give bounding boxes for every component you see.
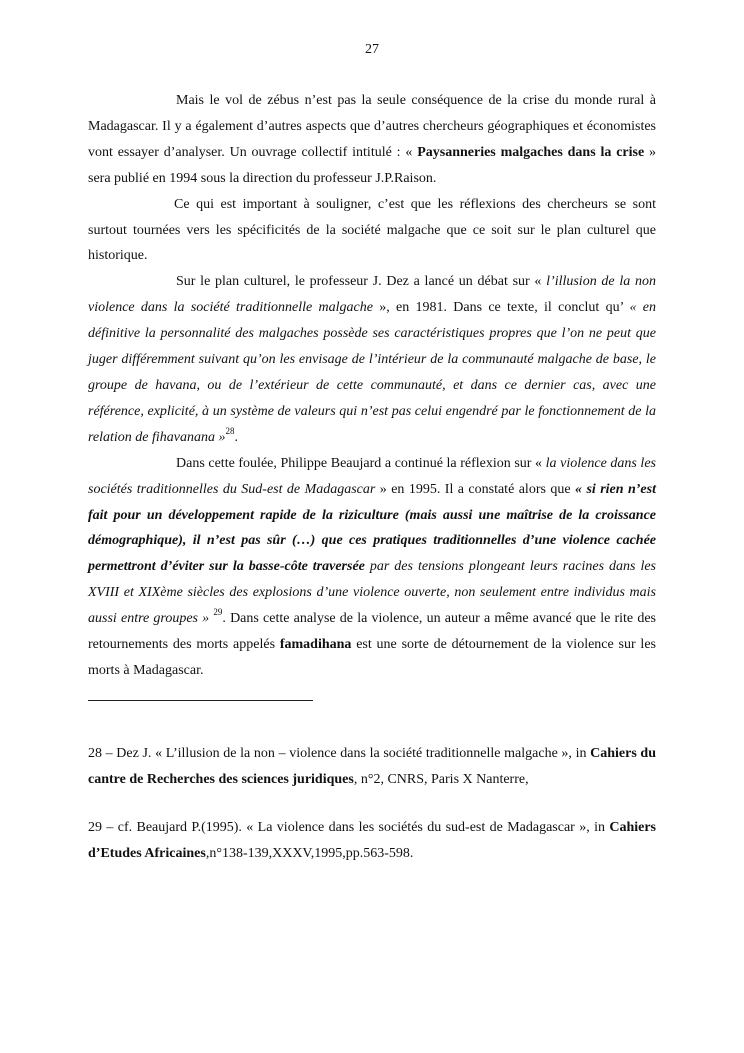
emphasized-quotation: « si rien n’est fait pour un développement rapide de la riziculture (mais aussi une maîtrise de la croissance démographique), il n’est pas sûr (…) que ces pratiques traditionnelles d’une violence cachée permettront d’éviter sur la basse-côte traversée [88, 481, 656, 575]
paragraph-text: Dans cette foulée, Philippe Beaujard a continué la réflexion sur « [176, 455, 546, 471]
footnotes [88, 741, 656, 867]
quotation: par des tensions plongeant leurs racines dans les XVIII et XIXème siècles des explosions d’une violence ouverte, non seulement entre individus mais aussi entre groupes » [88, 559, 656, 627]
footnote-text: 28 – Dez J. « L’illusion de la non – violence dans la société traditionnelle malgache », in [88, 745, 591, 761]
paragraph-text: Mais le vol de zébus n’est pas la seule conséquence de la crise du monde rural à Madagascar. Il y a également d’autres aspects que d’autres chercheurs géographiques et économistes vont essayer d’analyser. Un ouvrage collectif intitulé : « [88, 93, 656, 160]
footnote-ref-28[interactable]: 28 [225, 425, 235, 436]
paragraph-text: Ce qui est important à souligner, c’est que les réflexions des chercheurs se sont surtout tournées vers les spécificités de la société malgache que ce soit sur le plan culturel que historique. [88, 196, 656, 264]
paragraph-text: », en 1981. Dans ce texte, il conclut qu’ [372, 300, 630, 316]
italic-title: l’illusion de la non violence dans la société traditionnelle malgache [88, 274, 656, 316]
italic-title: la violence dans les sociétés traditionnelles du Sud-est de Madagascar [88, 455, 656, 497]
footnote-ref-29[interactable]: 29 [213, 607, 223, 618]
paragraph-text: » sera publié en 1994 sous la direction du professeur J.P.Raison. [88, 144, 656, 186]
footnote-text: , n°2, CNRS, Paris X Nanterre, [353, 771, 529, 787]
paragraph-text: » en 1995. Il a constaté alors que [375, 481, 576, 497]
paragraph-2 [88, 192, 656, 270]
document-body [88, 88, 656, 889]
paragraph-4 [88, 451, 656, 684]
paragraph-text: Sur le plan culturel, le professeur J. Dez a lancé un débat sur « [176, 274, 547, 290]
quotation: « en définitive la personnalité des malgaches possède ses caractéristiques propres que l’on ne peut que juger différemment suivant qu’on les envisage de l’intérieur de la communauté malgache de base, le groupe de havana, ou de l’extérieur de cette communauté, et dans ce dernier cas, avec une référence, explicité, à un système de valeurs qui n’est pas celui engendré par le fonctionnement de la relation de fihavanana » [88, 300, 657, 445]
page-number: 27 [365, 42, 379, 57]
bold-term: famadihana [279, 637, 352, 653]
footnote-text: 29 – cf. Beaujard P.(1995). « La violence dans les sociétés du sud-est de Madagascar », in [88, 819, 610, 835]
journal-title: Cahiers du cantre de Recherches des sciences juridiques [88, 745, 657, 787]
paragraph-1 [88, 88, 656, 192]
paragraph-text: est une sorte de détournement de la violence sur les morts à Madagascar. [88, 637, 656, 678]
paragraph-text: . Dans cette analyse de la violence, un auteur a même avancé que le rite des retournements des morts appelés [88, 611, 656, 653]
footnote-29 [88, 815, 656, 867]
footnote-28 [88, 741, 656, 793]
footnote-text: ,n°138-139,XXXV,1995,pp.563-598. [205, 845, 414, 861]
paragraph-text: . [234, 429, 239, 445]
footnote-separator [88, 700, 313, 701]
book-title: Paysanneries malgaches dans la crise [417, 144, 645, 160]
journal-title: Cahiers d’Etudes Africaines [88, 819, 656, 861]
paragraph-3 [88, 269, 656, 450]
